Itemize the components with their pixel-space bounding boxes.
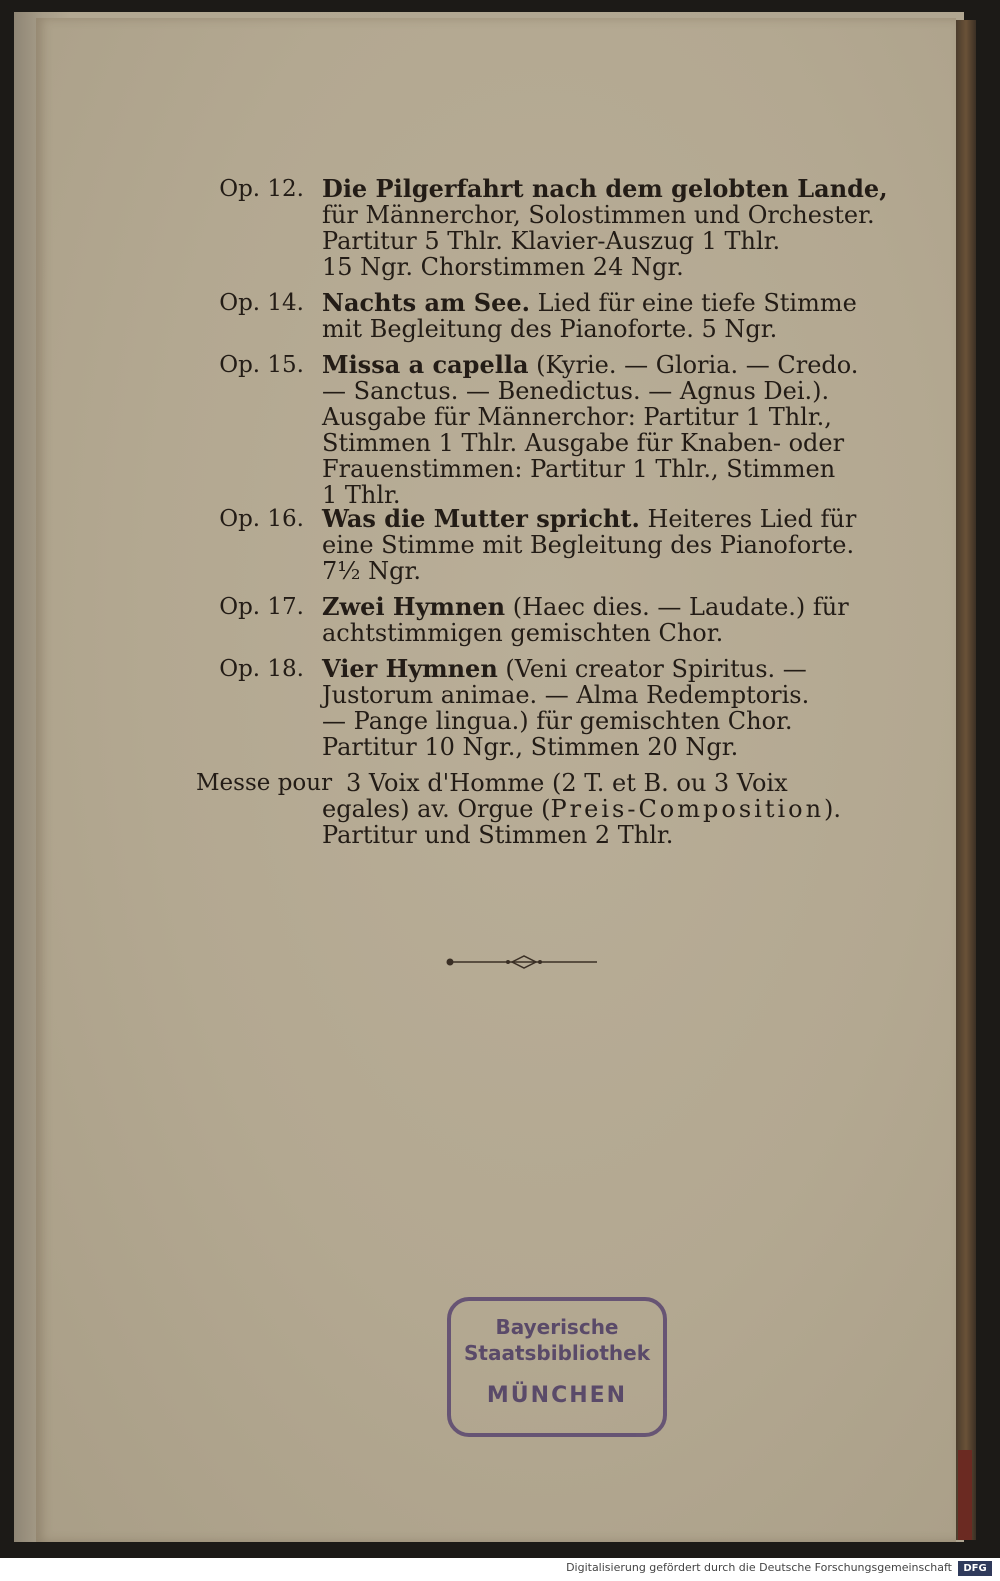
work-title: Nachts am See. [322,288,531,317]
messe-label: Messe pour [196,770,333,796]
entry-line: Justorum animae. — Alma Redemptoris. [322,681,810,709]
entry-text [322,288,857,343]
funding-credit: Digitalisierung gefördert durch die Deutsche Forschungsgemeinschaft [566,1561,952,1574]
entry-line: achtstimmigen gemischten Chor. [322,619,724,647]
entry-line: mit Begleitung des Pianoforte. 5 Ngr. [322,315,778,343]
stamp-line: Staatsbibliothek [463,1341,651,1365]
entry-line: 7½ Ngr. [322,557,421,585]
entry-line: Partitur und Stimmen 2 Thlr. [322,821,674,849]
opus-number: Op. 17. [219,594,304,620]
entry-line: 3 Voix d'Homme (2 T. et B. ou 3 Voix [346,769,788,797]
dfg-logo: DFG [958,1561,992,1576]
entry-line: Stimmen 1 Thlr. Ausgabe für Knaben- oder [322,429,845,457]
work-title: Zwei Hymnen [322,592,506,621]
entry-text [322,796,847,848]
entry-text [322,504,857,585]
opus-number: Op. 12. [219,176,304,202]
entry-line-rest: (Kyrie. — Gloria. — Credo. [528,351,859,379]
entry-line: für Männerchor, Solostimmen und Orchester. [322,201,875,229]
library-stamp [447,1297,667,1437]
entry-line: Partitur 10 Ngr., Stimmen 20 Ngr. [322,733,739,761]
work-title: Was die Mutter spricht. [322,504,640,533]
opus-number: Op. 14. [219,290,304,316]
entry-line: 15 Ngr. Chorstimmen 24 Ngr. [322,253,684,281]
entry-line-rest: (Haec dies. — Laudate.) für [505,593,849,621]
ornament-divider [440,950,605,974]
work-title: Vier Hymnen [322,654,498,683]
entry-text [322,656,847,760]
entry-line: Frauenstimmen: Partitur 1 Thlr., Stimmen [322,455,836,483]
entry-line: 1 Thlr. [322,481,401,509]
entry-line-rest: Heiteres Lied für [639,505,857,533]
opus-number: Op. 16. [219,506,304,532]
work-title: Die Pilgerfahrt nach dem gelobten Lande, [322,174,888,203]
entry-line: egales) av. Orgue ( [322,795,551,823]
entry-line: eine Stimme mit Begleitung des Pianoforte. [322,531,855,559]
entry-text [322,174,888,281]
digitization-footer [0,1558,1000,1581]
entry-line: — Pange lingua.) für gemischten Chor. [322,707,793,735]
prize-composition-label: Preis-Composition [550,795,825,823]
opus-number: Op. 18. [219,656,304,682]
entry-text [346,770,846,796]
entry-line-rest: Lied für eine tiefe Stimme [530,289,857,317]
entry-text [322,594,847,646]
entry-line-rest: ). [824,795,842,823]
entry-line: Ausgabe für Männerchor: Partitur 1 Thlr., [322,403,832,431]
entry-line: Partitur 5 Thlr. Klavier-Auszug 1 Thlr. [322,227,781,255]
entry-line: — Sanctus. — Benedictus. — Agnus Dei.). [322,377,830,405]
stamp-line: Bayerische [495,1315,619,1339]
stamp-city: MÜNCHEN [486,1383,628,1408]
entry-line-rest: (Veni creator Spiritus. — [497,655,807,683]
opus-number: Op. 15. [219,352,304,378]
entry-text [322,350,859,509]
work-title: Missa a capella [322,350,529,379]
